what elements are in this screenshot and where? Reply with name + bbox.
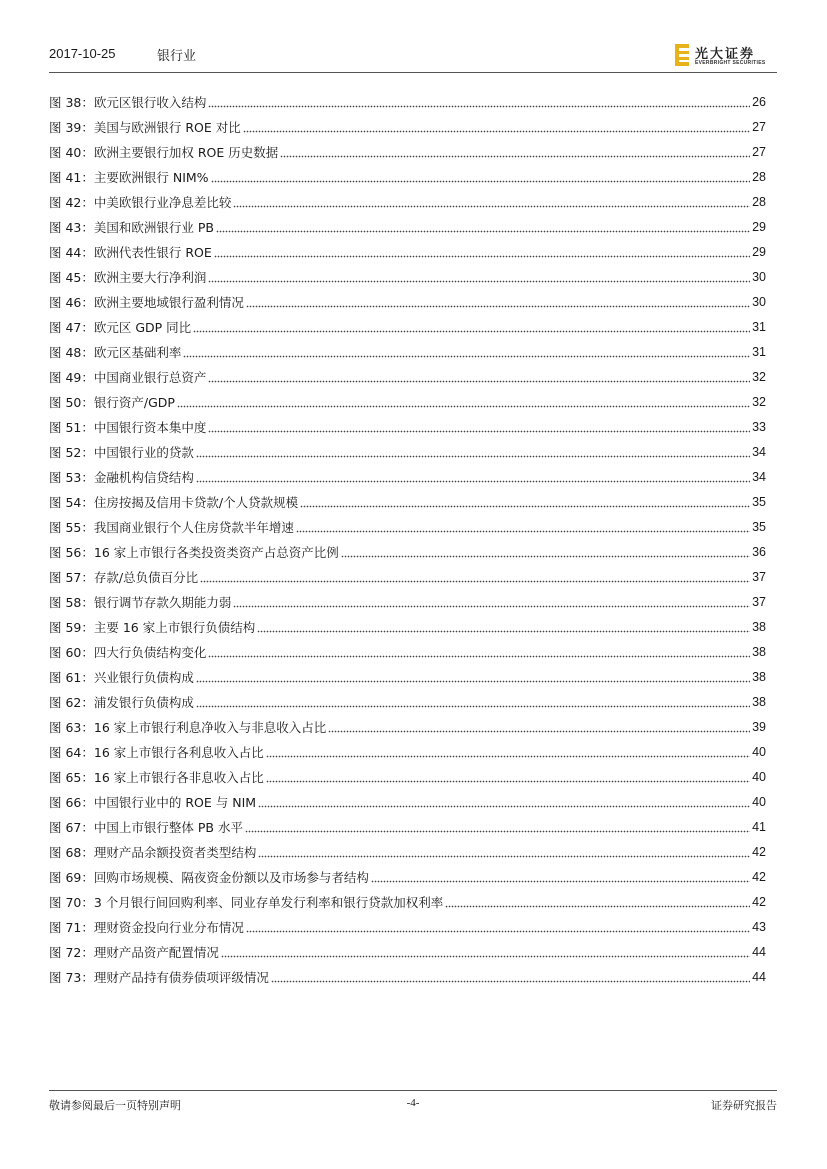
toc-entry-page[interactable]: 42 bbox=[752, 895, 766, 909]
toc-entry-label[interactable]: 图 54：住房按揭及信用卡贷款/个人贷款规模 bbox=[49, 495, 299, 510]
toc-entry-page[interactable]: 28 bbox=[752, 195, 766, 209]
footer-disclaimer: 敬请参阅最后一页特别声明 bbox=[49, 1099, 181, 1112]
toc-entry-page[interactable]: 31 bbox=[752, 345, 766, 359]
toc-entry-page[interactable]: 34 bbox=[752, 445, 766, 459]
toc-entry-label[interactable]: 图 68：理财产品余额投资者类型结构 bbox=[49, 845, 257, 860]
toc-entry[interactable] bbox=[49, 215, 766, 240]
dot-leader bbox=[233, 598, 750, 608]
toc-entry[interactable] bbox=[49, 390, 766, 415]
toc-entry-page[interactable]: 30 bbox=[752, 295, 766, 309]
table-of-figures bbox=[49, 90, 766, 990]
toc-entry-page[interactable]: 39 bbox=[752, 720, 766, 734]
toc-entry-page[interactable]: 38 bbox=[752, 695, 766, 709]
toc-entry[interactable] bbox=[49, 465, 766, 490]
dot-leader bbox=[214, 248, 750, 258]
dot-leader bbox=[246, 923, 750, 933]
toc-entry-page[interactable]: 44 bbox=[752, 970, 766, 984]
dot-leader bbox=[233, 198, 750, 208]
dot-leader bbox=[445, 898, 750, 908]
toc-entry-label[interactable]: 图 53：金融机构信贷结构 bbox=[49, 470, 194, 485]
dot-leader bbox=[200, 573, 750, 583]
toc-entry-page[interactable]: 26 bbox=[752, 95, 766, 109]
toc-entry-page[interactable]: 27 bbox=[752, 145, 766, 159]
toc-entry[interactable] bbox=[49, 590, 766, 615]
toc-entry-page[interactable]: 32 bbox=[752, 395, 766, 409]
page-header bbox=[49, 40, 777, 73]
toc-entry-page[interactable]: 38 bbox=[752, 645, 766, 659]
logo-name-en: EVERBRIGHT SECURITIES bbox=[695, 60, 766, 66]
dot-leader bbox=[245, 823, 750, 833]
toc-entry-label[interactable]: 图 62：浦发银行负债构成 bbox=[49, 695, 194, 710]
toc-entry-label[interactable]: 图 58：银行调节存款久期能力弱 bbox=[49, 595, 232, 610]
toc-entry[interactable] bbox=[49, 690, 766, 715]
dot-leader bbox=[266, 748, 750, 758]
toc-entry-page[interactable]: 35 bbox=[752, 520, 766, 534]
toc-entry-page[interactable]: 28 bbox=[752, 170, 766, 184]
dot-leader bbox=[177, 398, 750, 408]
toc-entry-label[interactable]: 图 52：中国银行业的贷款 bbox=[49, 445, 194, 460]
report-date: 2017-10-25 bbox=[49, 46, 116, 61]
dot-leader bbox=[328, 723, 750, 733]
toc-entry[interactable] bbox=[49, 740, 766, 765]
toc-entry[interactable] bbox=[49, 540, 766, 565]
toc-entry[interactable] bbox=[49, 140, 766, 165]
dot-leader bbox=[196, 448, 750, 458]
toc-entry-page[interactable]: 37 bbox=[752, 570, 766, 584]
toc-entry[interactable] bbox=[49, 815, 766, 840]
toc-entry-label[interactable]: 图 59：主要 16 家上市银行负债结构 bbox=[49, 620, 256, 635]
toc-entry-page[interactable]: 34 bbox=[752, 470, 766, 484]
toc-entry-page[interactable]: 33 bbox=[752, 420, 766, 434]
toc-entry[interactable] bbox=[49, 90, 766, 115]
toc-entry[interactable] bbox=[49, 515, 766, 540]
toc-entry-page[interactable]: 40 bbox=[752, 745, 766, 759]
toc-entry-label[interactable]: 图 57：存款/总负债百分比 bbox=[49, 570, 199, 585]
toc-entry[interactable] bbox=[49, 115, 766, 140]
toc-entry-label[interactable]: 图 44：欧洲代表性银行 ROE bbox=[49, 245, 212, 260]
report-sector: 银行业 bbox=[157, 49, 197, 64]
company-logo bbox=[675, 42, 771, 68]
toc-entry[interactable] bbox=[49, 240, 766, 265]
toc-entry-label[interactable]: 图 42：中美欧银行业净息差比较 bbox=[49, 195, 232, 210]
toc-entry[interactable] bbox=[49, 890, 766, 915]
toc-entry-page[interactable]: 42 bbox=[752, 870, 766, 884]
toc-entry-page[interactable]: 32 bbox=[752, 370, 766, 384]
dot-leader bbox=[196, 473, 750, 483]
toc-entry-label[interactable]: 图 73：理财产品持有债券债项评级情况 bbox=[49, 970, 269, 985]
toc-entry[interactable] bbox=[49, 165, 766, 190]
dot-leader bbox=[300, 498, 750, 508]
toc-entry[interactable] bbox=[49, 865, 766, 890]
toc-entry[interactable] bbox=[49, 640, 766, 665]
toc-entry-page[interactable]: 38 bbox=[752, 670, 766, 684]
toc-entry[interactable] bbox=[49, 315, 766, 340]
dot-leader bbox=[280, 148, 750, 158]
dot-leader bbox=[341, 548, 750, 558]
dot-leader bbox=[208, 648, 750, 658]
toc-entry-label[interactable]: 图 45：欧洲主要大行净利润 bbox=[49, 270, 207, 285]
toc-entry-page[interactable]: 40 bbox=[752, 770, 766, 784]
toc-entry-label[interactable]: 图 50：银行资产/GDP bbox=[49, 395, 175, 410]
toc-entry-label[interactable]: 图 48：欧元区基础利率 bbox=[49, 345, 182, 360]
dot-leader bbox=[196, 673, 750, 683]
dot-leader bbox=[271, 973, 750, 983]
toc-entry-label[interactable]: 图 40：欧洲主要银行加权 ROE 历史数据 bbox=[49, 145, 279, 160]
dot-leader bbox=[371, 873, 750, 883]
toc-entry-label[interactable]: 图 55：我国商业银行个人住房贷款半年增速 bbox=[49, 520, 294, 535]
toc-entry-page[interactable]: 41 bbox=[752, 820, 766, 834]
dot-leader bbox=[257, 623, 750, 633]
dot-leader bbox=[183, 348, 750, 358]
toc-entry[interactable] bbox=[49, 265, 766, 290]
toc-entry[interactable] bbox=[49, 365, 766, 390]
logo-mark-icon bbox=[675, 44, 689, 66]
dot-leader bbox=[208, 273, 750, 283]
toc-entry[interactable] bbox=[49, 340, 766, 365]
toc-entry[interactable] bbox=[49, 415, 766, 440]
toc-entry[interactable] bbox=[49, 790, 766, 815]
dot-leader bbox=[216, 223, 750, 233]
dot-leader bbox=[258, 848, 750, 858]
toc-entry[interactable] bbox=[49, 490, 766, 515]
toc-entry-page[interactable]: 43 bbox=[752, 920, 766, 934]
toc-entry-page[interactable]: 44 bbox=[752, 945, 766, 959]
toc-entry-label[interactable]: 图 43：美国和欧洲银行业 PB bbox=[49, 220, 214, 235]
toc-entry-label[interactable]: 图 66：中国银行业中的 ROE 与 NIM bbox=[49, 795, 257, 810]
toc-entry-page[interactable]: 27 bbox=[752, 120, 766, 134]
toc-entry[interactable] bbox=[49, 665, 766, 690]
toc-entry-page[interactable]: 42 bbox=[752, 845, 766, 859]
toc-entry-label[interactable]: 图 41：主要欧洲银行 NIM% bbox=[49, 170, 209, 185]
logo-name-cn: 光大证券 bbox=[695, 47, 756, 62]
toc-entry[interactable] bbox=[49, 765, 766, 790]
toc-entry[interactable] bbox=[49, 715, 766, 740]
toc-entry-label[interactable]: 图 60：四大行负债结构变化 bbox=[49, 645, 207, 660]
toc-entry-label[interactable]: 图 63：16 家上市银行利息净收入与非息收入占比 bbox=[49, 720, 327, 735]
dot-leader bbox=[266, 773, 750, 783]
dot-leader bbox=[211, 173, 751, 183]
toc-entry-label[interactable]: 图 47：欧元区 GDP 同比 bbox=[49, 320, 192, 335]
toc-entry-label[interactable]: 图 51：中国银行资本集中度 bbox=[49, 420, 207, 435]
toc-entry-page[interactable]: 40 bbox=[752, 795, 766, 809]
dot-leader bbox=[221, 948, 750, 958]
dot-leader bbox=[208, 98, 750, 108]
toc-entry[interactable] bbox=[49, 290, 766, 315]
toc-entry-label[interactable]: 图 46：欧洲主要地域银行盈利情况 bbox=[49, 295, 244, 310]
dot-leader bbox=[196, 698, 750, 708]
page-number: -4- bbox=[406, 1097, 420, 1109]
toc-entry-label[interactable]: 图 70：3 个月银行间回购利率、同业存单发行利率和银行贷款加权利率 bbox=[49, 895, 444, 910]
dot-leader bbox=[258, 798, 750, 808]
toc-entry[interactable] bbox=[49, 915, 766, 940]
toc-entry-label[interactable]: 图 61：兴业银行负债构成 bbox=[49, 670, 194, 685]
toc-entry[interactable] bbox=[49, 190, 766, 215]
toc-entry-label[interactable]: 图 49：中国商业银行总资产 bbox=[49, 370, 207, 385]
toc-entry-page[interactable]: 29 bbox=[752, 220, 766, 234]
page-footer bbox=[49, 1090, 777, 1115]
toc-entry-label[interactable]: 图 72：理财产品资产配置情况 bbox=[49, 945, 219, 960]
dot-leader bbox=[296, 523, 750, 533]
toc-entry-page[interactable]: 38 bbox=[752, 620, 766, 634]
toc-entry-page[interactable]: 35 bbox=[752, 495, 766, 509]
toc-entry-page[interactable]: 31 bbox=[752, 320, 766, 334]
dot-leader bbox=[243, 123, 750, 133]
toc-entry-label[interactable]: 图 71：理财资金投向行业分布情况 bbox=[49, 920, 244, 935]
toc-entry-label[interactable]: 图 67：中国上市银行整体 PB 水平 bbox=[49, 820, 243, 835]
toc-entry-page[interactable]: 36 bbox=[752, 545, 766, 559]
toc-entry-label[interactable]: 图 39：美国与欧洲银行 ROE 对比 bbox=[49, 120, 241, 135]
toc-entry-label[interactable]: 图 69：回购市场规模、隔夜资金份额以及市场参与者结构 bbox=[49, 870, 369, 885]
footer-report-type: 证券研究报告 bbox=[711, 1099, 777, 1112]
dot-leader bbox=[208, 373, 750, 383]
dot-leader bbox=[193, 323, 750, 333]
dot-leader bbox=[208, 423, 750, 433]
toc-entry-page[interactable]: 37 bbox=[752, 595, 766, 609]
toc-entry[interactable] bbox=[49, 940, 766, 965]
toc-entry-page[interactable]: 29 bbox=[752, 245, 766, 259]
toc-entry[interactable] bbox=[49, 840, 766, 865]
toc-entry-page[interactable]: 30 bbox=[752, 270, 766, 284]
toc-entry-label[interactable]: 图 56：16 家上市银行各类投资类资产占总资产比例 bbox=[49, 545, 339, 560]
toc-entry[interactable] bbox=[49, 565, 766, 590]
dot-leader bbox=[246, 298, 750, 308]
toc-entry-label[interactable]: 图 64：16 家上市银行各利息收入占比 bbox=[49, 745, 264, 760]
toc-entry-label[interactable]: 图 38：欧元区银行收入结构 bbox=[49, 95, 207, 110]
toc-entry[interactable] bbox=[49, 615, 766, 640]
toc-entry[interactable] bbox=[49, 440, 766, 465]
toc-entry[interactable] bbox=[49, 965, 766, 990]
toc-entry-label[interactable]: 图 65：16 家上市银行各非息收入占比 bbox=[49, 770, 264, 785]
